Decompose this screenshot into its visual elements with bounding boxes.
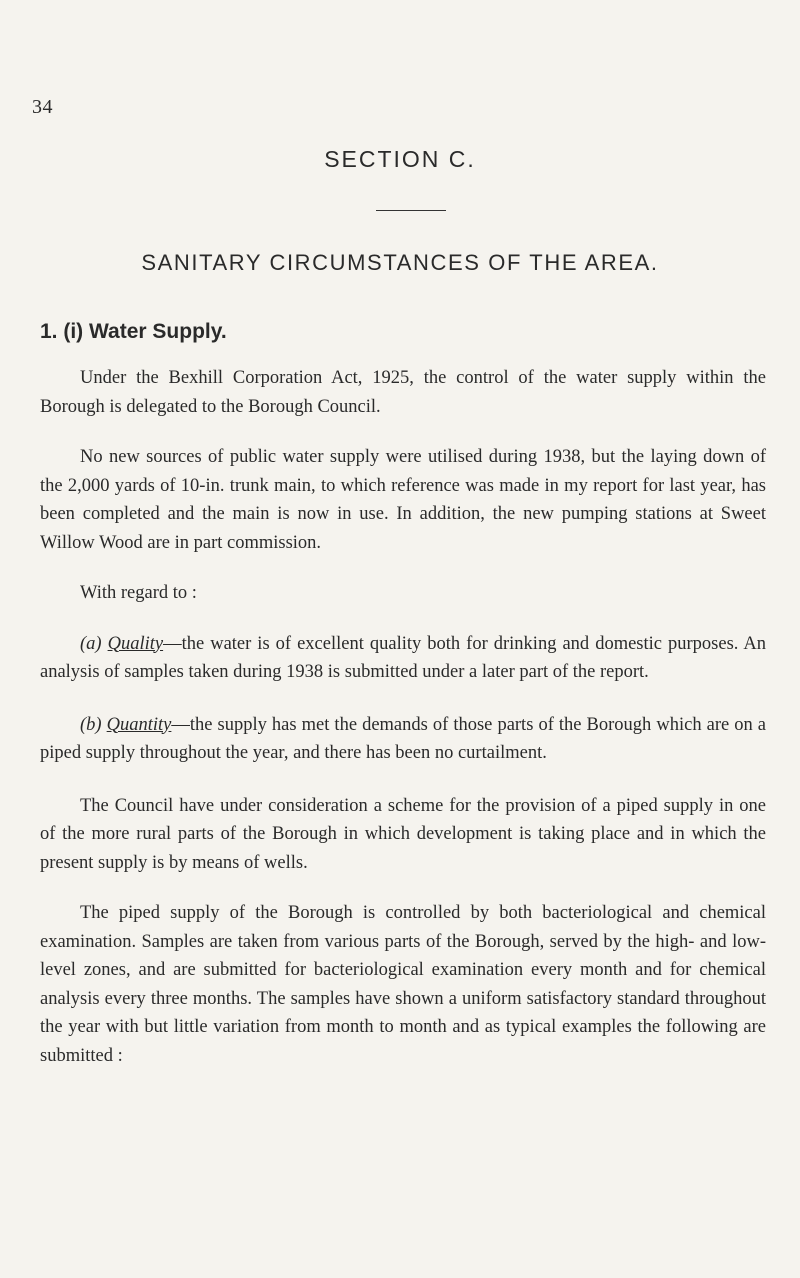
main-heading: SANITARY CIRCUMSTANCES OF THE AREA. — [141, 250, 659, 275]
subsection-heading: 1. (i) Water Supply. — [40, 320, 227, 343]
paragraph-examination: The piped supply of the Borough is controlled by both bacteriological and chemical examination. Samples are taken from various parts of the Borough, served by the high- and low-level zones, and are submitted for bacteriological examination every month and for chemical analysis every three months. The samples have shown a uniform satisfactory standard throughout the year with but little variation from month to month and as typical examples the following are submitted : — [40, 903, 766, 1066]
section-heading: SECTION C. — [324, 146, 476, 172]
paragraph-rural-scheme: The Council have under consideration a scheme for the provision of a piped supply in one of the more rural parts of the Borough in which development is taking place and in which the present supply is by means of wells. — [40, 795, 766, 873]
paragraph-new-sources: No new sources of public water supply were utilised during 1938, but the laying down of the 2,000 yards of 10-in. trunk main, to which reference was made in my report for last year, has been completed and the main is now in use. In addition, the new pumping stations at Sweet Willow Wood are in part commission. — [40, 447, 766, 553]
paragraph-with-regard: With regard to : — [80, 583, 197, 603]
quantity-text: —the supply has met the demands of those parts of the Borough which are on a piped supply throughout the year, and there has been no curtailment. — [40, 714, 767, 763]
page-number: 34 — [32, 96, 53, 118]
quality-text: —the water is of excellent quality both for drinking and domestic purposes. An analysis of samples taken during 1938 is submitted under a later part of the report. — [40, 633, 766, 682]
paragraph-quality — [40, 630, 766, 687]
body-text — [40, 364, 766, 1092]
quantity-label: (b) — [80, 714, 102, 735]
quality-label: (a) — [80, 633, 102, 654]
paragraph-quantity — [40, 711, 766, 768]
quantity-term: Quantity — [106, 714, 172, 735]
quality-term: Quality — [107, 633, 164, 654]
heading-divider — [376, 210, 446, 211]
paragraph-control: Under the Bexhill Corporation Act, 1925, the control of the water supply within the Borough is delegated to the Borough Council. — [40, 368, 766, 417]
